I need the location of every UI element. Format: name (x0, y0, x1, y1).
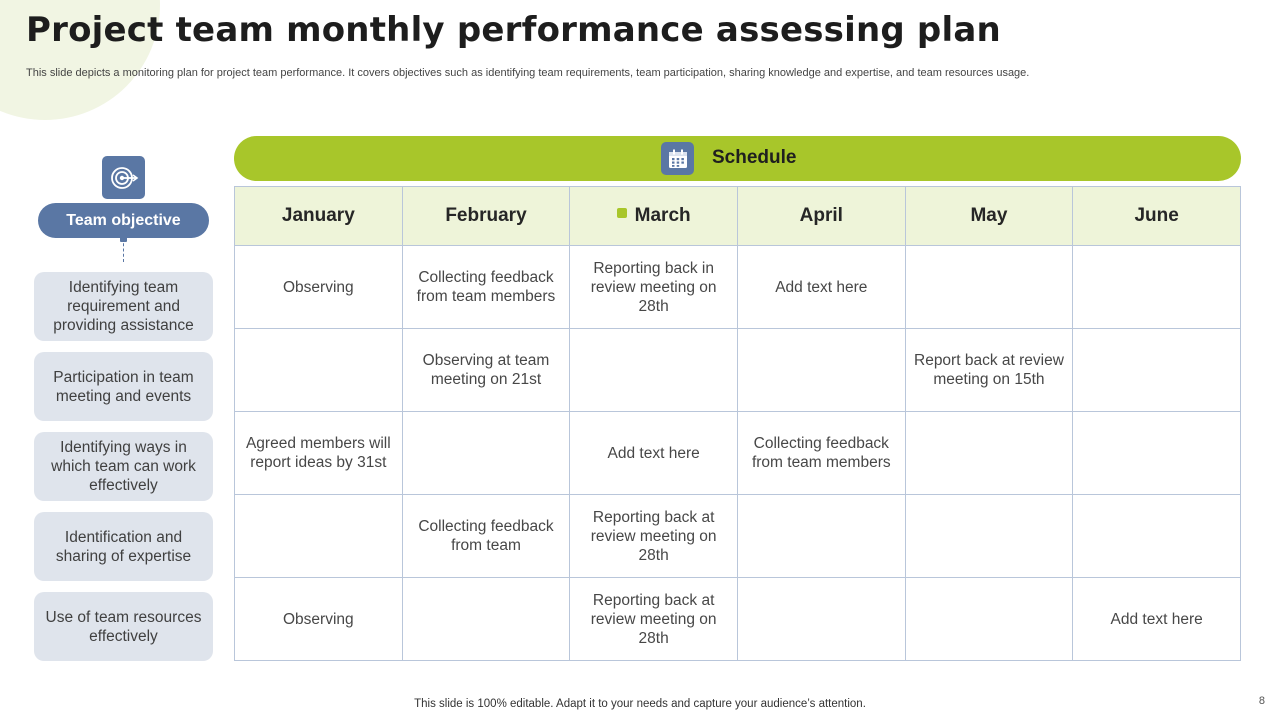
month-header-march (570, 187, 738, 246)
table-cell: Collecting feedback from team members (737, 412, 905, 495)
table-cell: Observing (235, 246, 403, 329)
table-cell (1073, 412, 1241, 495)
table-header-row (235, 187, 1241, 246)
table-cell: Add text here (570, 412, 738, 495)
objective-card: Participation in team meeting and events (34, 352, 213, 421)
month-header: June (1073, 187, 1241, 246)
table-cell (235, 495, 403, 578)
schedule-table (234, 186, 1241, 661)
table-cell: Collecting feedback from team members (402, 246, 570, 329)
table-row (235, 329, 1241, 412)
table-cell (737, 578, 905, 661)
month-header: April (737, 187, 905, 246)
month-header: January (235, 187, 403, 246)
table-row (235, 495, 1241, 578)
table-cell (570, 329, 738, 412)
table-cell (737, 495, 905, 578)
table-cell (402, 578, 570, 661)
footer-note: This slide is 100% editable. Adapt it to your needs and capture your audience’s attention. (414, 698, 866, 710)
table-cell (1073, 246, 1241, 329)
table-cell (235, 329, 403, 412)
table-cell: Observing at team meeting on 21st (402, 329, 570, 412)
connector-dot (120, 235, 127, 242)
table-cell (402, 412, 570, 495)
table-cell: Reporting back at review meeting on 28th (570, 578, 738, 661)
table-row (235, 246, 1241, 329)
page-subtitle: This slide depicts a monitoring plan for project team performance. It covers objectives such as identifying team requirements, team participation, sharing knowledge and expertise, and team resources usage. (26, 67, 1030, 79)
objective-card: Identifying ways in which team can work effectively (34, 432, 213, 501)
table-cell (1073, 495, 1241, 578)
table-cell: Report back at review meeting on 15th (905, 329, 1073, 412)
table-cell: Observing (235, 578, 403, 661)
table-cell: Add text here (1073, 578, 1241, 661)
schedule-title: Schedule (712, 147, 797, 168)
objective-card: Identifying team requirement and providing assistance (34, 272, 213, 341)
month-header: May (905, 187, 1073, 246)
table-cell (905, 495, 1073, 578)
bullet-marker (617, 208, 627, 218)
table-cell (905, 578, 1073, 661)
table-cell: Reporting back at review meeting on 28th (570, 495, 738, 578)
table-cell (905, 246, 1073, 329)
table-row (235, 578, 1241, 661)
table-cell (1073, 329, 1241, 412)
table-cell: Collecting feedback from team (402, 495, 570, 578)
month-header-label: March (634, 205, 691, 226)
month-header: February (402, 187, 570, 246)
table-cell (737, 329, 905, 412)
table-cell: Reporting back in review meeting on 28th (570, 246, 738, 329)
calendar-icon (661, 142, 694, 175)
table-cell: Add text here (737, 246, 905, 329)
page-title: Project team monthly performance assessing plan (26, 10, 1001, 50)
page-number: 8 (1258, 695, 1265, 707)
table-cell (905, 412, 1073, 495)
target-icon (102, 156, 145, 199)
team-objective-heading: Team objective (38, 203, 209, 238)
table-cell: Agreed members will report ideas by 31st (235, 412, 403, 495)
objective-card: Identification and sharing of expertise (34, 512, 213, 581)
table-row (235, 412, 1241, 495)
objective-card: Use of team resources effectively (34, 592, 213, 661)
